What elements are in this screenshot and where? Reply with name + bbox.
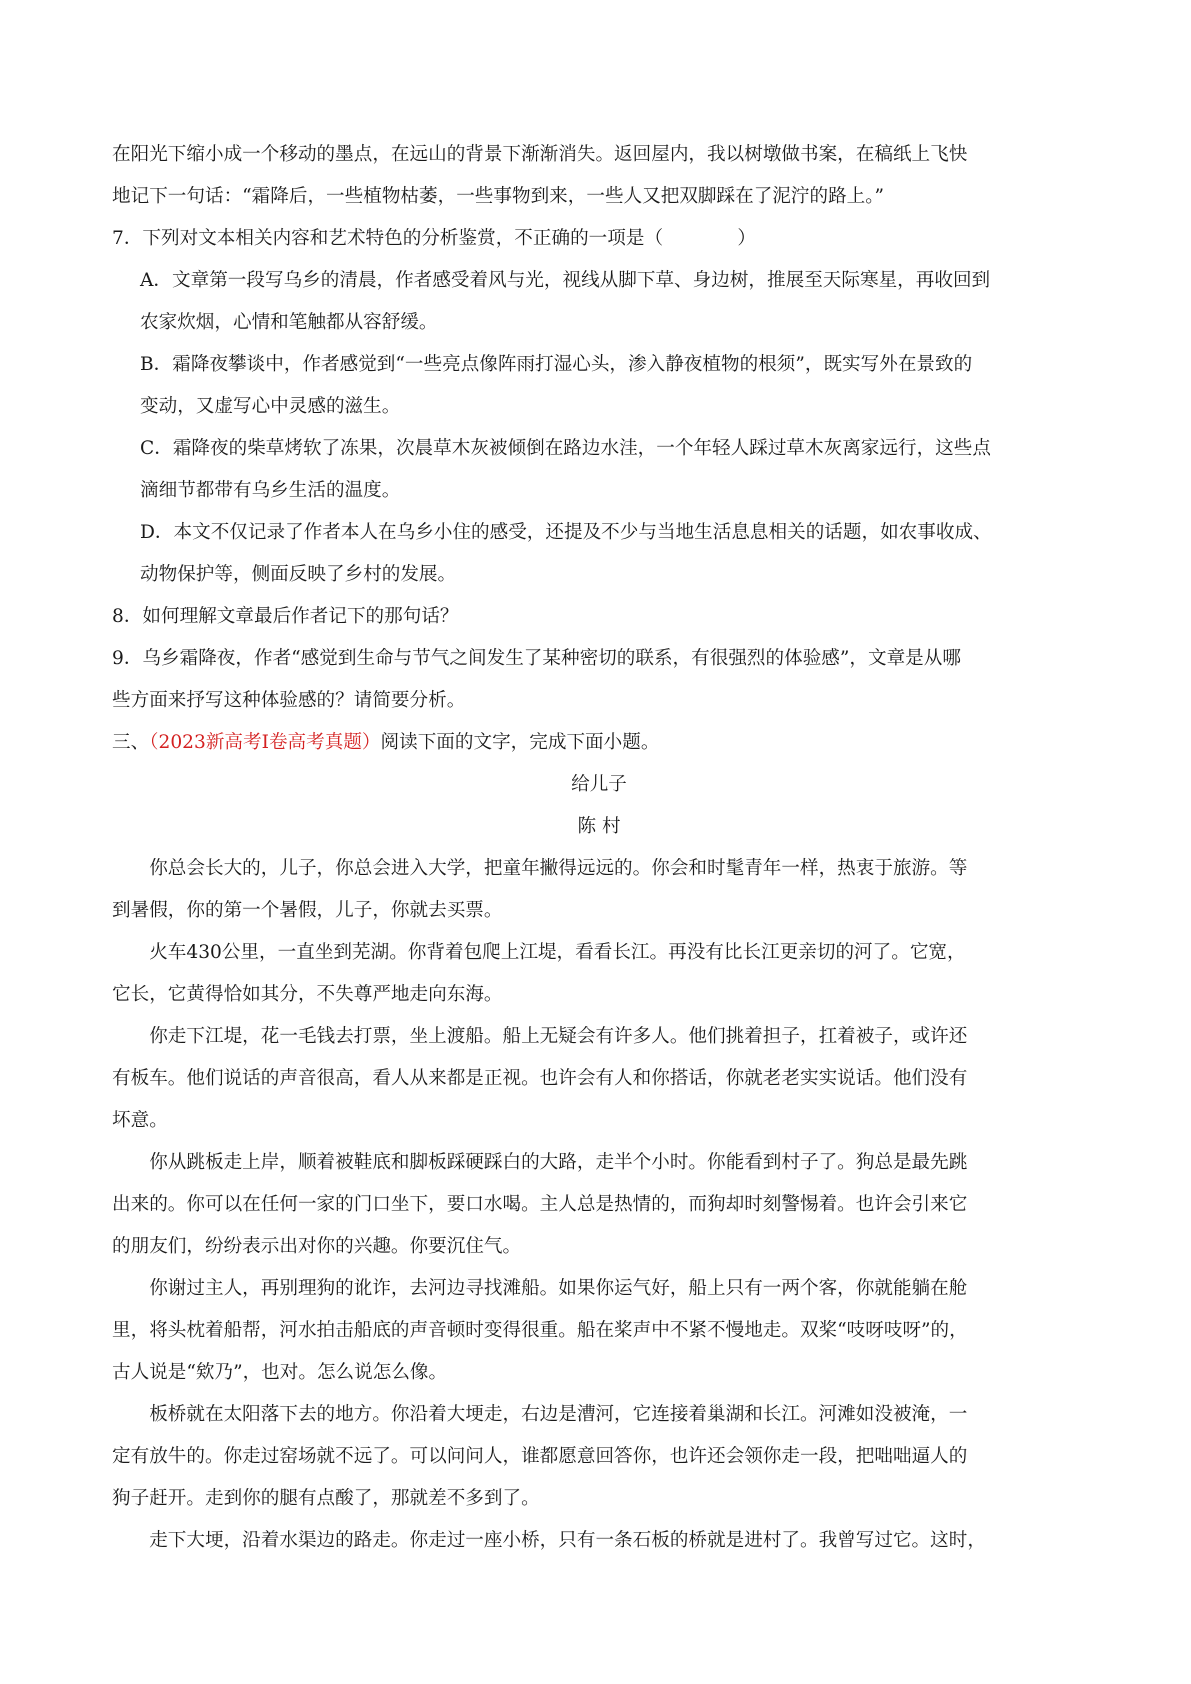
article-p6-line-2: 定有放牛的。你走过窑场就不远了。可以问问人，谁都愿意回答你，也许还会领你走一段，把咄咄逼人的 (112, 1446, 968, 1467)
article-p3-line-3: 坏意。 (112, 1110, 168, 1131)
question-7-option-d-line-1: D．本文不仅记录了作者本人在乌乡小住的感受，还提及不少与当地生活息息相关的话题，如农事收成、 (140, 522, 992, 543)
article-p5-line-3: 古人说是“欸乃”，也对。怎么说怎么像。 (112, 1362, 448, 1383)
article-author: 陈 村 (577, 816, 621, 837)
article-p3-line-2: 有板车。他们说话的声音很高，看人从来都是正视。也许会有人和你搭话，你就老老实实说话。他们没有 (112, 1068, 968, 1089)
article-p3-line-1: 你走下江堤，花一毛钱去打票，坐上渡船。船上无疑会有许多人。他们挑着担子，扛着被子，或许还 (149, 1026, 968, 1047)
article-p4-line-2: 出来的。你可以在任何一家的门口坐下，要口水喝。主人总是热情的，而狗却时刻警惕着。也许会引来它 (112, 1194, 968, 1215)
article-p4-line-3: 的朋友们，纷纷表示出对你的兴趣。你要沉住气。 (112, 1236, 522, 1257)
section-3-source: （2023新高考Ⅰ卷高考真题） (149, 732, 381, 753)
question-7-option-a-line-2: 农家炊烟，心情和笔触都从容舒缓。 (140, 312, 438, 333)
article-p7-line-1: 走下大埂，沿着水渠边的路走。你走过一座小桥，只有一条石板的桥就是进村了。我曾写过它。这时， (149, 1530, 986, 1551)
question-8: 8．如何理解文章最后作者记下的那句话？ (112, 606, 459, 627)
article-p6-line-1: 板桥就在太阳落下去的地方。你沿着大埂走，右边是漕河，它连接着巢湖和长江。河滩如没被淹，一 (149, 1404, 968, 1425)
question-7-option-b-line-2: 变动，又虚写心中灵感的滋生。 (140, 396, 401, 417)
question-7-option-c-line-2: 滴细节都带有乌乡生活的温度。 (140, 480, 401, 501)
section-3-heading (112, 722, 1086, 764)
article-p4-line-1: 你从跳板走上岸，顺着被鞋底和脚板踩硬踩白的大路，走半个小时。你能看到村子了。狗总是最先跳 (149, 1152, 968, 1173)
article-p5-line-1: 你谢过主人，再别理狗的讹诈，去河边寻找滩船。如果你运气好，船上只有一两个客，你就能躺在舱 (149, 1278, 968, 1299)
article-p1-line-1: 你总会长大的，儿子，你总会进入大学，把童年撇得远远的。你会和时髦青年一样，热衷于旅游。等 (149, 858, 968, 879)
question-7-option-c-line-1: C．霜降夜的柴草烤软了冻果，次晨草木灰被倾倒在路边水洼，一个年轻人踩过草木灰离家远行，这些点 (140, 438, 991, 459)
article-p2-line-2: 它长，它黄得恰如其分，不失尊严地走向东海。 (112, 984, 503, 1005)
article-title: 给儿子 (571, 774, 627, 795)
intro-line-1: 在阳光下缩小成一个移动的墨点，在远山的背景下渐渐消失。返回屋内，我以树墩做书案，在稿纸上飞快 (112, 144, 968, 165)
section-3-prefix: 三、 (112, 732, 150, 753)
question-7-option-d-line-2: 动物保护等，侧面反映了乡村的发展。 (140, 564, 457, 585)
article-p5-line-2: 里，将头枕着船帮，河水拍击船底的声音顿时变得很重。船在桨声中不紧不慢地走。双桨“吱呀吱呀”的， (112, 1320, 968, 1341)
question-9-line-2: 些方面来抒写这种体验感的？请简要分析。 (112, 690, 466, 711)
article-p2-line-1: 火车430公里，一直坐到芜湖。你背着包爬上江堤，看看长江。再没有比长江更亲切的河了。它宽， (149, 942, 966, 963)
article-p6-line-3: 狗子赶开。走到你的腿有点酸了，那就差不多到了。 (112, 1488, 540, 1509)
intro-line-2: 地记下一句话：“霜降后，一些植物枯萎，一些事物到来，一些人又把双脚踩在了泥泞的路上。” (112, 186, 885, 207)
question-7-stem: 7．下列对文本相关内容和艺术特色的分析鉴赏，不正确的一项是（ ） (112, 228, 757, 249)
article-p1-line-2: 到暑假，你的第一个暑假，儿子，你就去买票。 (112, 900, 503, 921)
section-3-instruction: 阅读下面的文字，完成下面小题。 (380, 732, 660, 753)
question-9-line-1: 9．乌乡霜降夜，作者“感觉到生命与节气之间发生了某种密切的联系，有很强烈的体验感”，文章是从哪 (112, 648, 961, 669)
question-7-option-a-line-1: A．文章第一段写乌乡的清晨，作者感受着风与光，视线从脚下草、身边树，推展至天际寒星，再收回到 (140, 270, 991, 291)
question-7-option-b-line-1: B．霜降夜攀谈中，作者感觉到“一些亮点像阵雨打湿心头，渗入静夜植物的根须”，既实写外在景致的 (140, 354, 973, 375)
